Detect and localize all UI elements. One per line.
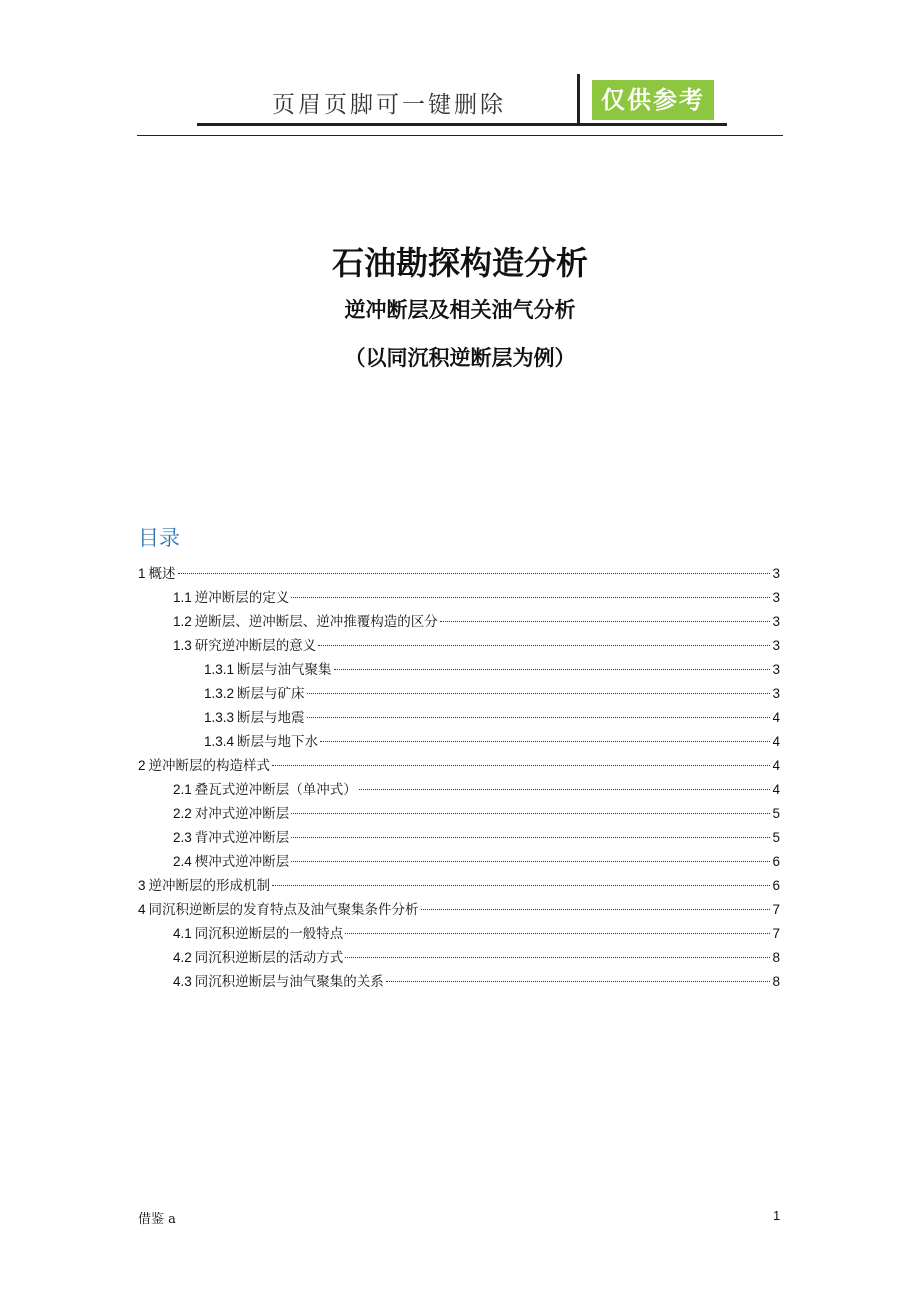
toc-entry-title: 断层与油气聚集 — [237, 662, 332, 678]
toc-entry-title: 对冲式逆冲断层 — [194, 806, 290, 822]
toc-dot-leader — [359, 789, 771, 790]
toc-entry-page: 3 — [772, 686, 780, 701]
toc-entry-title: 断层与矿床 — [237, 686, 305, 702]
toc-entry-page: 4 — [772, 710, 780, 725]
document-title: 石油勘探构造分析 — [331, 244, 588, 282]
toc-entry-page: 5 — [772, 806, 780, 821]
toc-entry-page: 4 — [772, 782, 780, 797]
toc-entry-number: 3 — [138, 878, 146, 893]
toc-entry-title: 逆断层、逆冲断层、逆冲推覆构造的区分 — [194, 614, 438, 630]
header-rule-thick — [197, 123, 727, 126]
toc-entry-title: 同沉积逆断层的活动方式 — [194, 950, 344, 966]
toc-entry-number: 1.3.4 — [204, 734, 235, 749]
toc-entry-number: 4 — [138, 902, 146, 917]
toc-entry-title: 背冲式逆冲断层 — [194, 830, 290, 846]
toc-entry-title: 断层与地震 — [237, 710, 305, 726]
toc-entry-number: 1.3 — [173, 638, 192, 653]
header-divider — [577, 74, 580, 124]
toc-entry[interactable] — [138, 586, 780, 610]
toc-entry-title: 同沉积逆断层的一般特点 — [194, 926, 344, 942]
toc-entry-page: 3 — [772, 566, 780, 581]
document-subtitle: 逆冲断层及相关油气分析 — [344, 298, 576, 322]
toc-entry-number: 4.1 — [173, 926, 192, 941]
toc-entry[interactable] — [138, 850, 780, 874]
toc-entry-page: 5 — [772, 830, 780, 845]
toc-entry-number: 1.3.2 — [204, 686, 235, 701]
toc-entry-page: 3 — [772, 614, 780, 629]
toc-dot-leader — [178, 573, 771, 574]
toc-entry-title: 楔冲式逆冲断层 — [194, 854, 290, 870]
header-text: 页眉页脚可一键删除 — [272, 92, 506, 118]
header-rule-thin — [137, 135, 783, 136]
toc-dot-leader — [440, 621, 771, 622]
toc-entry[interactable] — [138, 562, 780, 586]
toc-entry-page: 3 — [772, 590, 780, 605]
toc-entry[interactable] — [138, 754, 780, 778]
toc-entry-page: 7 — [772, 902, 780, 917]
toc-entry-number: 2.2 — [173, 806, 192, 821]
toc-dot-leader — [291, 813, 770, 814]
toc-entry-page: 4 — [772, 758, 780, 773]
toc-entry-number: 4.2 — [173, 950, 192, 965]
toc-entry-page: 7 — [772, 926, 780, 941]
toc-entry-number: 2 — [138, 758, 146, 773]
toc-entry-title: 逆冲断层的定义 — [194, 590, 290, 606]
toc-entry-page: 4 — [772, 734, 780, 749]
toc-entry[interactable] — [138, 874, 780, 898]
toc-entry[interactable] — [138, 970, 780, 994]
toc-entry-number: 1.3.3 — [204, 710, 235, 725]
reference-badge: 仅供参考 — [592, 80, 714, 120]
toc-entry[interactable] — [138, 682, 780, 706]
toc-dot-leader — [307, 717, 771, 718]
toc-entry[interactable] — [138, 730, 780, 754]
page-number: 1 — [773, 1208, 781, 1223]
toc-entry-number: 2.3 — [173, 830, 192, 845]
toc-entry-page: 6 — [772, 854, 780, 869]
toc-heading: 目录 — [138, 526, 180, 550]
table-of-contents — [138, 562, 780, 994]
toc-dot-leader — [272, 765, 770, 766]
toc-entry[interactable] — [138, 922, 780, 946]
toc-entry-page: 8 — [772, 974, 780, 989]
toc-entry-page: 8 — [772, 950, 780, 965]
toc-entry[interactable] — [138, 610, 780, 634]
toc-entry[interactable] — [138, 658, 780, 682]
toc-entry[interactable] — [138, 778, 780, 802]
toc-dot-leader — [291, 597, 770, 598]
toc-entry-title: 概述 — [148, 566, 176, 582]
toc-entry[interactable] — [138, 898, 780, 922]
footer-text: 借鉴 a — [138, 1212, 176, 1227]
toc-entry-title: 同沉积逆断层与油气聚集的关系 — [194, 974, 384, 990]
toc-dot-leader — [272, 885, 770, 886]
toc-entry-number: 1.2 — [173, 614, 192, 629]
toc-entry-title: 研究逆冲断层的意义 — [194, 638, 317, 654]
toc-entry[interactable] — [138, 634, 780, 658]
document-subtitle-note: （以同沉积逆断层为例） — [344, 346, 576, 370]
toc-dot-leader — [345, 933, 770, 934]
toc-entry[interactable] — [138, 802, 780, 826]
toc-dot-leader — [334, 669, 771, 670]
toc-dot-leader — [318, 645, 770, 646]
page-header — [0, 0, 920, 140]
toc-entry-number: 2.1 — [173, 782, 192, 797]
toc-entry[interactable] — [138, 826, 780, 850]
toc-entry-title: 断层与地下水 — [237, 734, 319, 750]
toc-entry-number: 1 — [138, 566, 146, 581]
toc-dot-leader — [421, 909, 771, 910]
toc-entry-page: 3 — [772, 638, 780, 653]
toc-entry-number: 4.3 — [173, 974, 192, 989]
toc-entry[interactable] — [138, 706, 780, 730]
toc-dot-leader — [345, 957, 770, 958]
toc-entry-title: 同沉积逆断层的发育特点及油气聚集条件分析 — [148, 902, 419, 918]
toc-entry[interactable] — [138, 946, 780, 970]
toc-dot-leader — [386, 981, 771, 982]
toc-dot-leader — [307, 693, 771, 694]
toc-entry-number: 1.3.1 — [204, 662, 235, 677]
toc-dot-leader — [291, 837, 770, 838]
toc-entry-number: 1.1 — [173, 590, 192, 605]
toc-entry-title: 逆冲断层的构造样式 — [148, 758, 271, 774]
toc-entry-page: 3 — [772, 662, 780, 677]
toc-dot-leader — [320, 741, 770, 742]
toc-entry-title: 逆冲断层的形成机制 — [148, 878, 271, 894]
toc-entry-number: 2.4 — [173, 854, 192, 869]
toc-entry-page: 6 — [772, 878, 780, 893]
toc-dot-leader — [291, 861, 770, 862]
toc-entry-title: 叠瓦式逆冲断层（单冲式） — [194, 782, 357, 798]
